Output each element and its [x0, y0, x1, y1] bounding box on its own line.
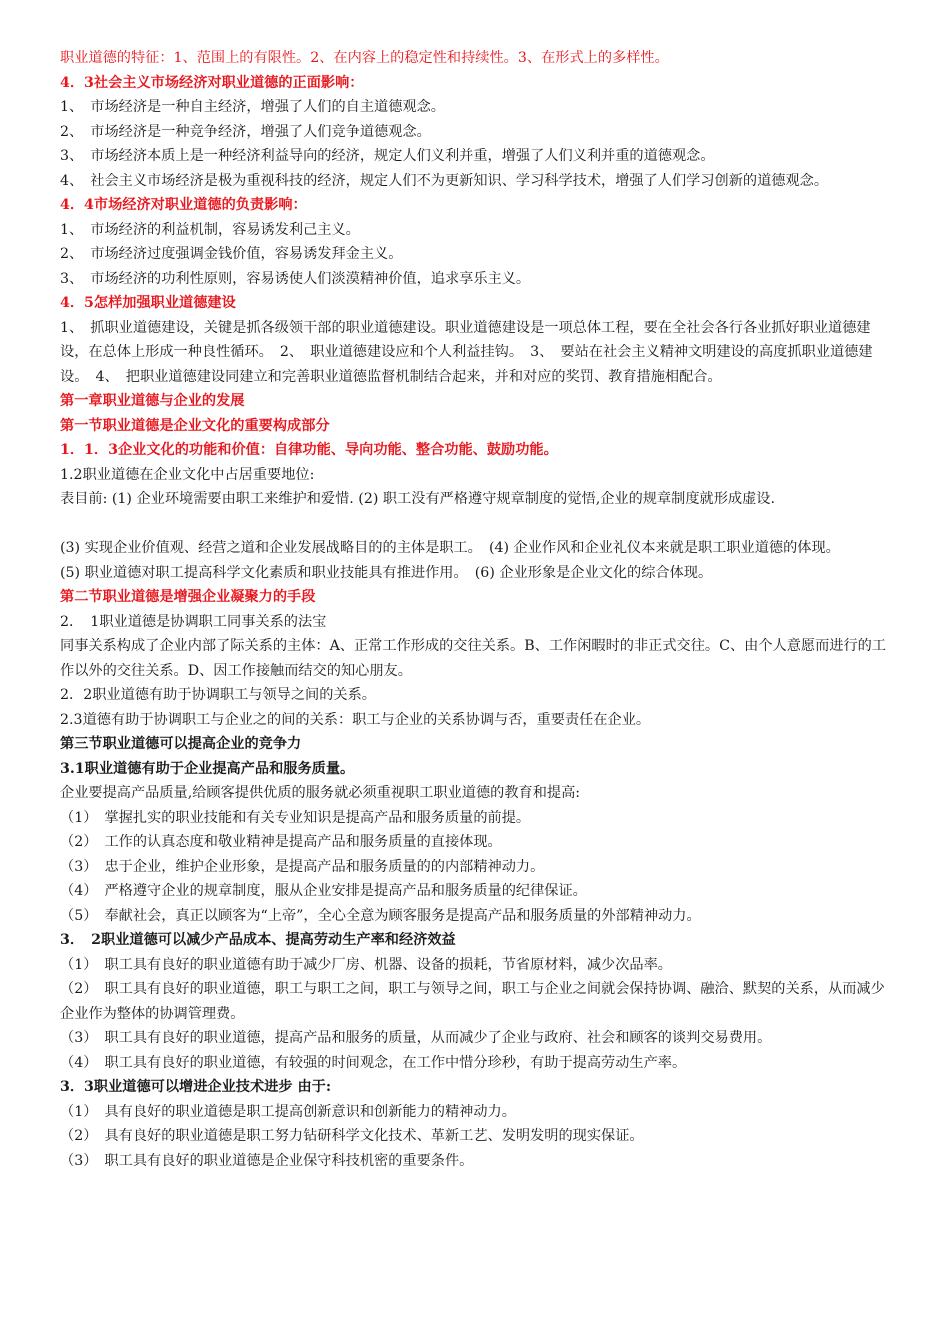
list-item: （3） 忠于企业，维护企业形象，是提高产品和服务质量的的内部精神动力。 [60, 858, 545, 875]
paragraph: 2．2职业道德有助于协调职工与领导之间的关系。 [60, 687, 376, 703]
list-item: 1、 市场经济是一种自主经济，增强了人们的自主道德观念。 [60, 99, 445, 115]
subsection-heading-2-1: 2． 1职业道德是协调职工同事关系的法宝 [60, 613, 327, 630]
paragraph: 企业要提高产品质量,给顾客提供优质的服务就必须重视职工职业道德的教育和提高: [60, 785, 581, 801]
list-item: （2） 工作的认真态度和敬业精神是提高产品和服务质量的直接体现。 [60, 834, 502, 850]
heading-4-4: 4．4市场经济对职业道德的负责影响： [60, 197, 307, 213]
paragraph: 1、 抓职业道德建设，关键是抓各级领干部的职业道德建设。职业道德建设是一项总体工程，要在全社会各行各业抓好职业道德建设，在总体上形成一种良性循环。 2、 职业道德建设应和个人利益挂钩。 3、 要站在社会主义精神文明建设的高度抓职业道德建设。 4、 把职业道德建设同建立和完善职业道德监督机制结合起来，并和对应的奖罚、教育措施相配合。 [60, 319, 873, 385]
paragraph: (5) 职业道德对职工提高科学文化素质和职业技能具有推进作用。 (6) 企业形象是企业文化的综合体现。 [60, 564, 713, 581]
paragraph: 表目前: (1) 企业环境需要由职工来维护和爱惜. (2) 职工没有严格遵守规章制度的觉悟,企业的规章制度就形成虚设. [60, 491, 775, 507]
subsection-heading-3-2: 3． 2职业道德可以减少产品成本、提高劳动生产率和经济效益 [60, 932, 456, 948]
list-item: （1） 具有良好的职业道德是职工提高创新意识和创新能力的精神动力。 [60, 1103, 516, 1120]
list-item: 1、 市场经济的利益机制，容易诱发利己主义。 [60, 221, 360, 238]
list-item: 2、 市场经济过度强调金钱价值，容易诱发拜金主义。 [60, 246, 403, 262]
list-item: （1） 掌握扎实的职业技能和有关专业知识是提高产品和服务质量的前提。 [60, 809, 531, 826]
list-item: 3、 市场经济本质上是一种经济利益导向的经济，规定人们义利并重，增强了人们义利并重的道德观念。 [60, 148, 715, 164]
list-item: （5） 奉献社会，真正以顾客为“上帝”，全心全意为顾客服务是提高产品和服务质量的外部精神动力。 [60, 907, 701, 924]
section-heading-2: 第二节职业道德是增强企业凝聚力的手段 [60, 589, 316, 605]
chapter-heading: 第一章职业道德与企业的发展 [60, 393, 245, 409]
list-item: （2） 具有良好的职业道德是职工努力钻研科学文化技术、革新工艺、发明发明的现实保证。 [60, 1128, 644, 1144]
list-item: （1） 职工具有良好的职业道德有助于减少厂房、机器、设备的损耗，节省原材料，减少次品率。 [60, 956, 672, 973]
list-item: 2、 市场经济是一种竞争经济，增强了人们竞争道德观念。 [60, 123, 431, 140]
list-item: （3） 职工具有良好的职业道德是企业保守科技机密的重要条件。 [60, 1152, 474, 1169]
list-item: （4） 严格遵守企业的规章制度，服从企业安排是提高产品和服务质量的纪律保证。 [60, 883, 587, 899]
list-item: （2） 职工具有良好的职业道德，职工与职工之间，职工与领导之间，职工与企业之间就会保持协调、融洽、默契的关系，从而减少企业作为整体的协调管理费。 [60, 981, 885, 1022]
heading-4-5: 4．5怎样加强职业道德建设 [60, 295, 236, 311]
blank-line [60, 512, 892, 537]
paragraph: (3) 实现企业价值观、经营之道和企业发展战略目的的主体是职工。 (4) 企业作风和企业礼仪本来就是职工职业道德的体现。 [60, 540, 840, 556]
document-page [60, 46, 892, 1173]
list-item: 3、 市场经济的功利性原则，容易诱使人们淡漠精神价值，追求享乐主义。 [60, 270, 531, 287]
heading-4-3: 4．3社会主义市场经济对职业道德的正面影响： [60, 74, 364, 91]
paragraph: 同事关系构成了企业内部了际关系的主体：A、正常工作形成的交往关系。B、工作闲暇时的非正式交往。C、由个人意愿而进行的工作以外的交往关系。D、因工作接触而结交的知心朋友。 [60, 638, 887, 679]
subsection-heading-1-2: 1.2职业道德在企业文化中占居重要地位: [60, 466, 315, 483]
section-heading-1: 第一节职业道德是企业文化的重要构成部分 [60, 417, 330, 434]
paragraph: 2.3道德有助于协调职工与企业之的间的关系：职工与企业的关系协调与否，重要责任在企业。 [60, 711, 651, 728]
section-heading-3: 第三节职业道德可以提高企业的竞争力 [60, 736, 302, 752]
subsection-heading-3-1: 3.1职业道德有助于企业提高产品和服务质量。 [60, 760, 355, 777]
features-text: 职业道德的特征：1、范围上的有限性。2、在内容上的稳定性和持续性。3、在形式上的多样性。 [60, 50, 669, 66]
subsection-heading-1-1-3: 1．1．3企业文化的功能和价值：自律功能、导向功能、整合功能、鼓励功能。 [60, 442, 558, 458]
subsection-heading-3-3: 3．3职业道德可以增进企业技术进步 由于: [60, 1079, 332, 1095]
list-item: （3） 职工具有良好的职业道德，提高产品和服务的质量，从而减少了企业与政府、社会和顾客的谈判交易费用。 [60, 1030, 772, 1046]
list-item: 4、 社会主义市场经济是极为重视科技的经济，规定人们不为更新知识、学习科学技术，增强了人们学习创新的道德观念。 [60, 172, 829, 189]
list-item: （4） 职工具有良好的职业道德，有较强的时间观念，在工作中惜分珍秒，有助于提高劳动生产率。 [60, 1054, 687, 1071]
